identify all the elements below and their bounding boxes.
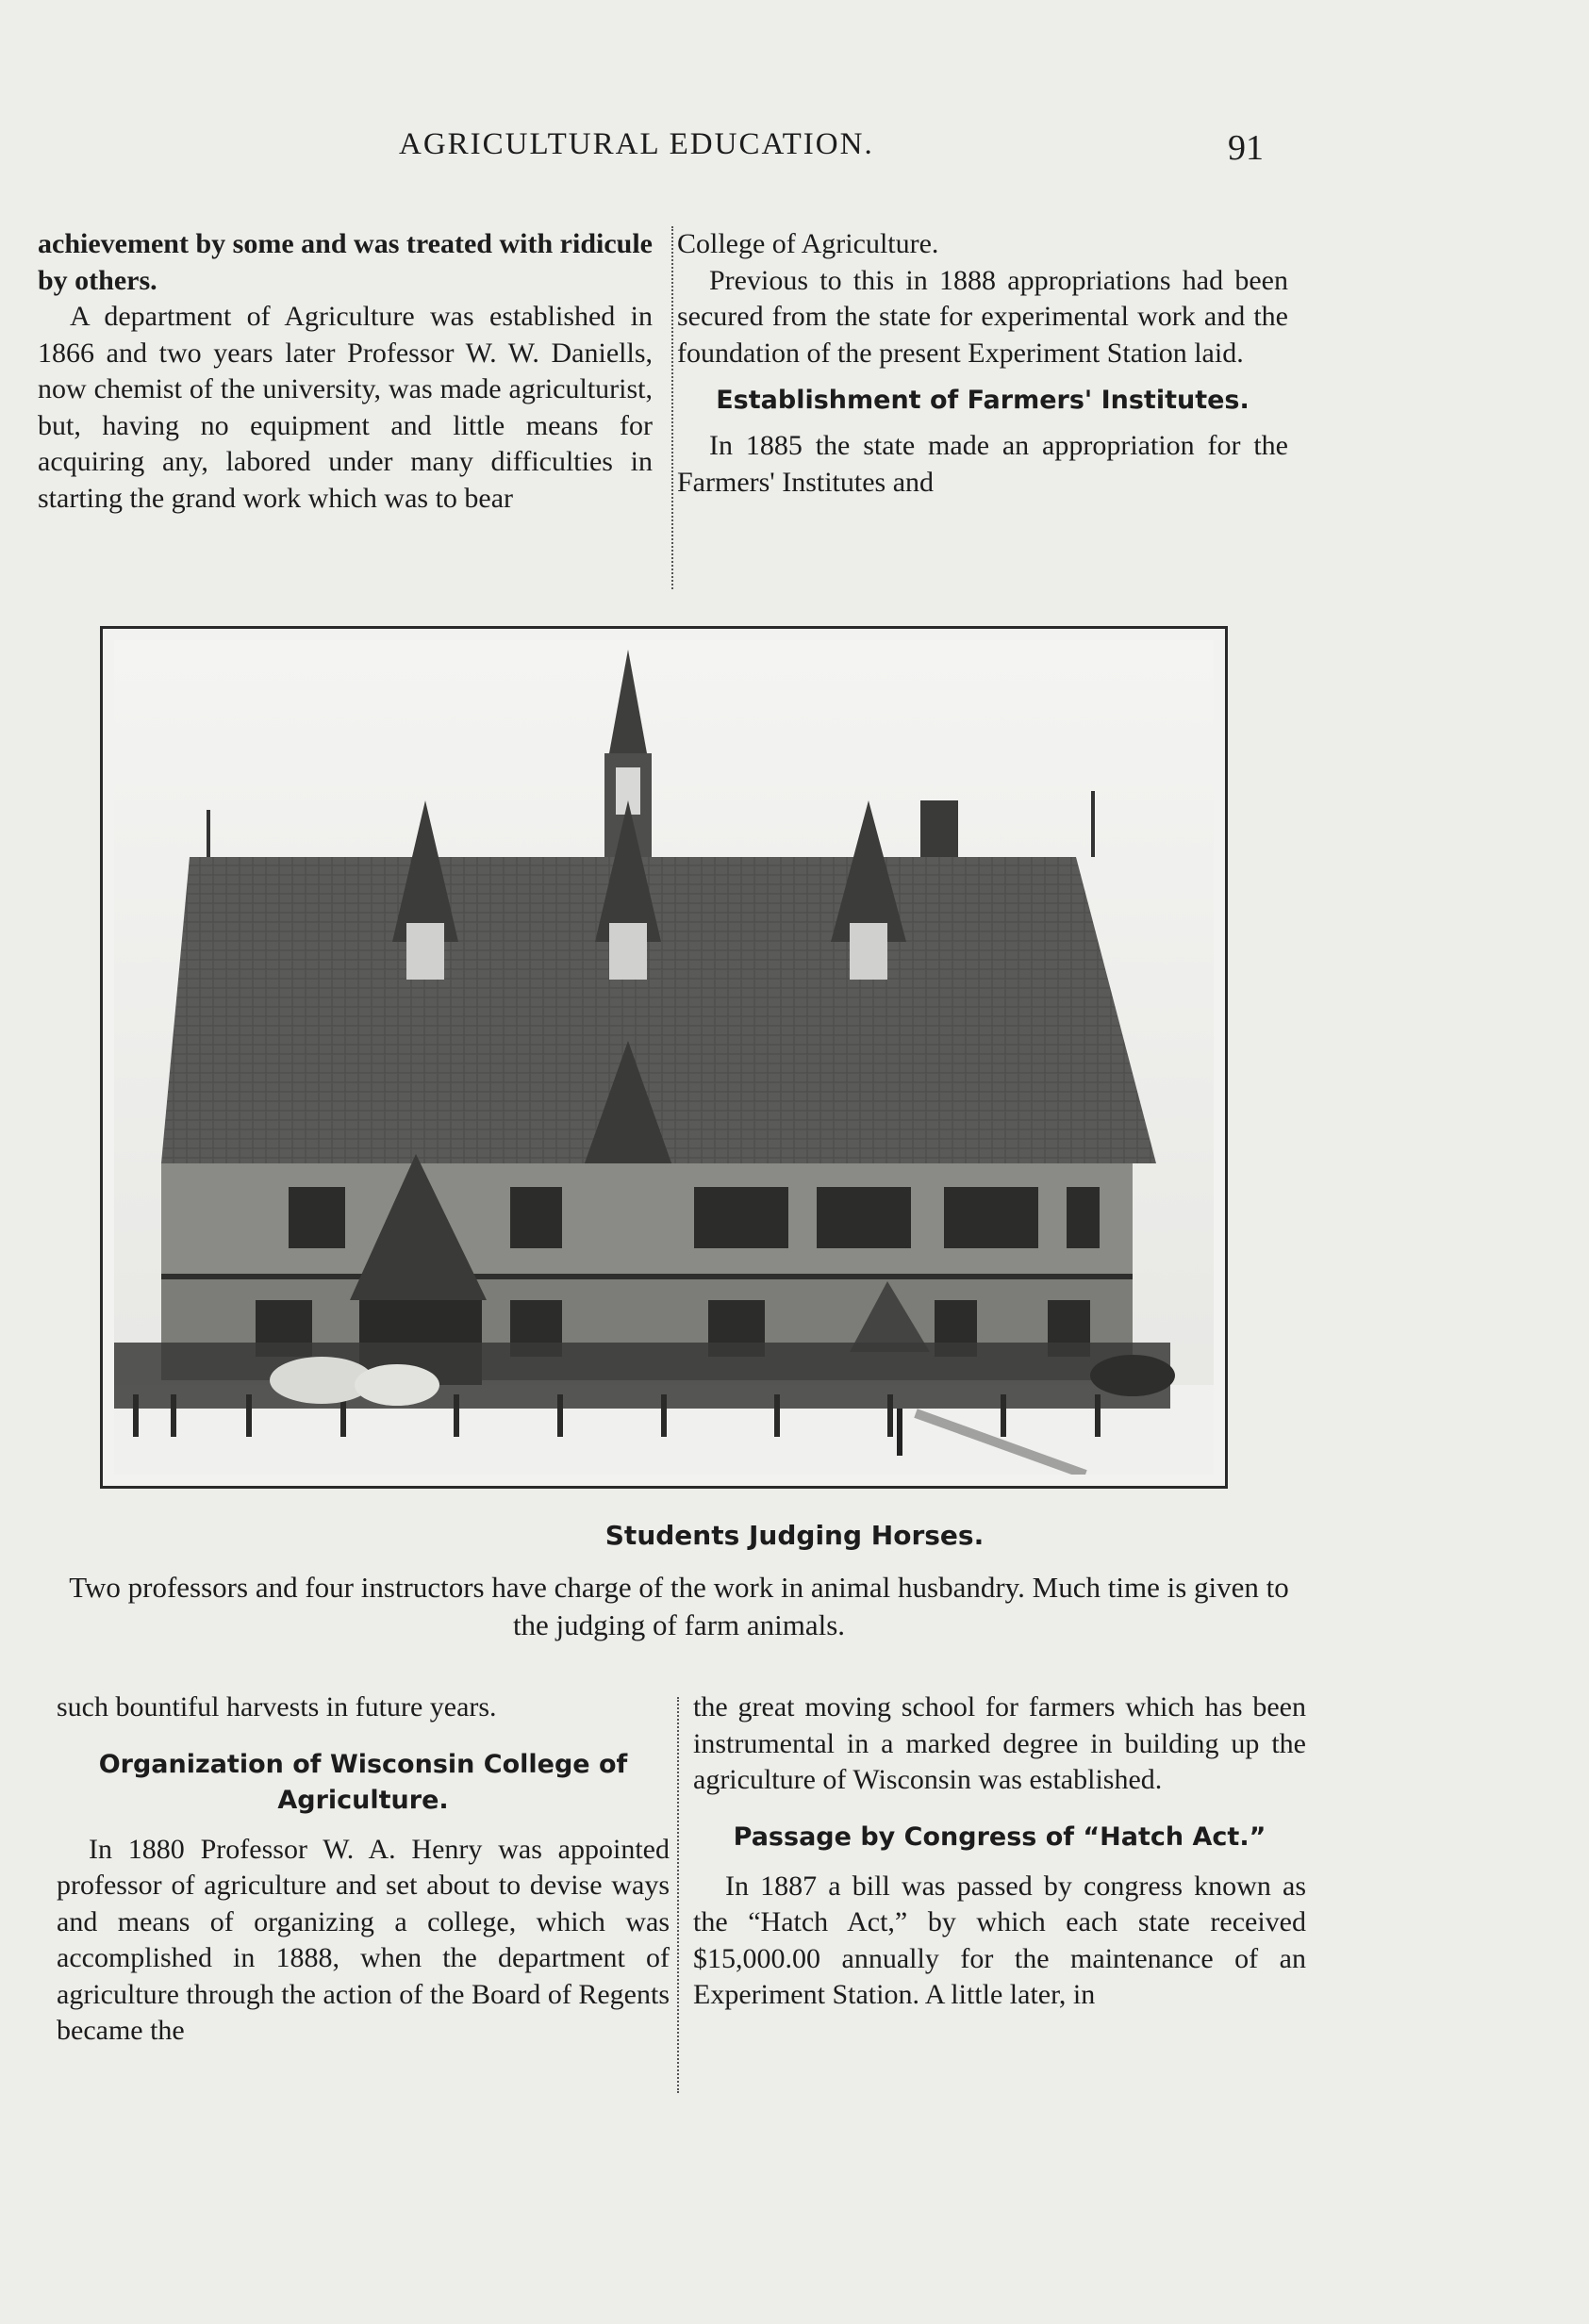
- paragraph: Previous to this in 1888 appropriations had been secured from the state for experimental work and the foundation of the present Experiment Station laid.: [677, 264, 1288, 369]
- photo-frame: [100, 626, 1228, 1489]
- building-photo: [114, 640, 1214, 1475]
- bottom-right-column: [693, 1689, 1306, 2014]
- paragraph: In 1885 the state made an appropriation for the Farmers' Institutes and: [677, 430, 1288, 498]
- paragraph: College of Agriculture.: [677, 228, 939, 259]
- section-heading: Establishment of Farmers' Institutes.: [716, 386, 1250, 415]
- figure-caption-text: Two professors and four instructors have charge of the work in animal husbandry. Much time is given to the judging of farm animals.: [69, 1571, 1289, 1641]
- top-left-column: [38, 226, 653, 517]
- column-divider: [671, 226, 673, 589]
- building-illustration: [114, 640, 1214, 1475]
- paragraph: A department of Agriculture was established in 1866 and two years later Professor W. W. Daniells, now chemist of the university, was made agriculturist, but, having no equipment and little means for acquiring any, labored under many difficulties in starting the grand work which was to bear: [38, 301, 653, 514]
- figure-caption-title: Students Judging Horses.: [604, 1520, 985, 1551]
- section-heading: Organization of Wisconsin College of Agriculture.: [98, 1749, 628, 1815]
- column-divider: [677, 1697, 679, 2093]
- paragraph: achievement by some and was treated with ridicule by others.: [38, 228, 653, 296]
- bottom-left-column: [57, 1689, 670, 2050]
- page-header: [0, 127, 1589, 174]
- paragraph: In 1887 a bill was passed by congress known as the “Hatch Act,” by which each state received $15,000.00 annually for the maintenance of an Experiment Station. A little later, in: [693, 1870, 1306, 2010]
- paragraph: such bountiful harvests in future years.: [57, 1691, 497, 1722]
- paragraph: In 1880 Professor W. A. Henry was appointed professor of agriculture and set about to devise ways and means of organizing a college, which was accomplished in 1888, when the department of agriculture through the action of the Board of Regents became the: [57, 1833, 670, 2046]
- running-title: AGRICULTURAL EDUCATION.: [399, 127, 874, 161]
- paragraph: the great moving school for farmers which has been instrumental in a marked degree in building up the agriculture of Wisconsin was established.: [693, 1691, 1306, 1795]
- top-right-column: [677, 226, 1288, 501]
- page-number: 91: [1228, 128, 1264, 168]
- section-heading: Passage by Congress of “Hatch Act.”: [733, 1821, 1266, 1852]
